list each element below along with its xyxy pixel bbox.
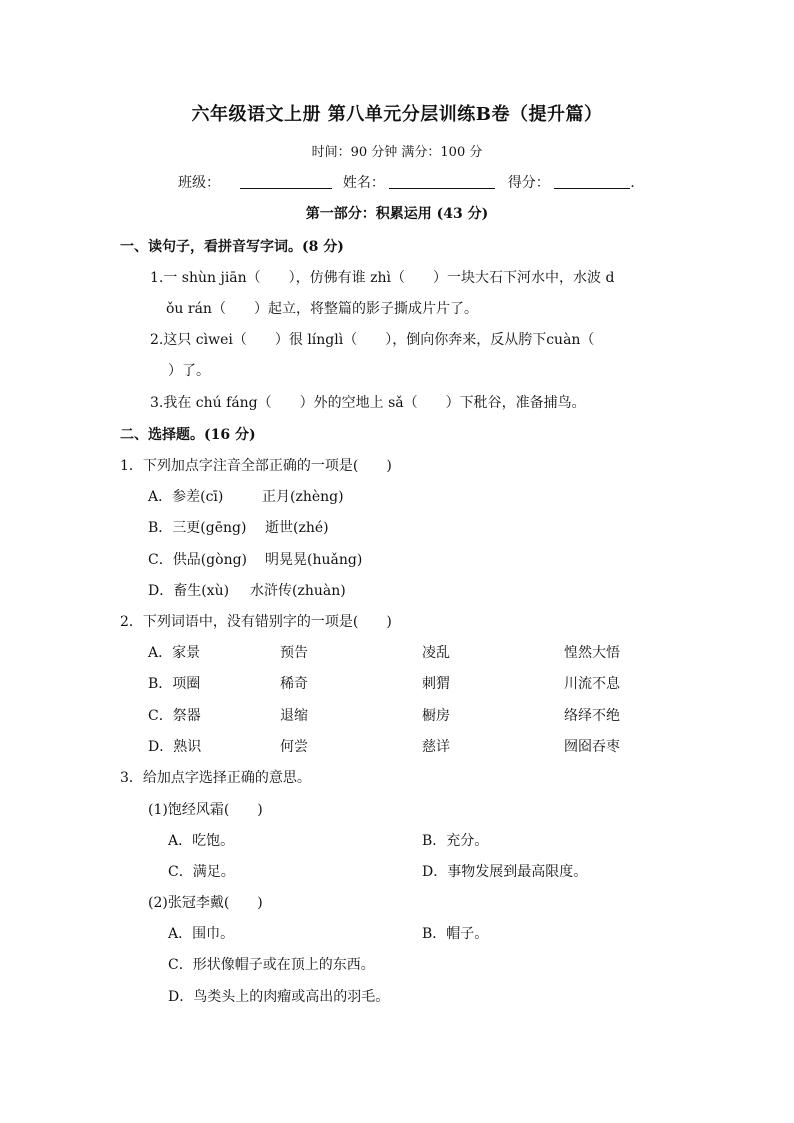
q2-a-1: A．家景 (148, 645, 201, 661)
q2-c-4: 络绎不绝 (564, 708, 620, 724)
q3-stem: 3．给加点字选择正确的意思。 (120, 770, 311, 786)
q2-a-2: 预告 (280, 645, 308, 661)
name-label: 姓名： (342, 175, 385, 191)
q1-option-a-right: 正月(zhèng) (262, 489, 344, 505)
q1-option-b-left: B．三更(gēng) (148, 520, 247, 536)
section-two-heading: 二、选择题。(16 分) (120, 427, 256, 443)
q1-option-a-left: A．参差(cī) (148, 489, 224, 505)
q3-sub2-option-b: B．帽子。 (422, 926, 489, 942)
s1-line-5: 3.我在 chú fáng（ ）外的空地上 sǎ（ ）下秕谷，准备捕鸟。 (150, 395, 586, 411)
q2-b-2: 稀奇 (280, 676, 308, 692)
q3-sub1-stem: (1)饱经风霜( ) (148, 802, 263, 818)
q2-c-2: 退缩 (280, 708, 308, 724)
q1-option-c-left: C．供品(gòng) (148, 552, 248, 568)
class-blank[interactable] (240, 176, 332, 189)
q3-sub2-option-d: D．鸟类头上的肉瘤或高出的羽毛。 (168, 989, 390, 1005)
section-one-heading: 一、读句子，看拼音写字词。(8 分) (120, 239, 344, 255)
q2-b-1: B．项圈 (148, 676, 201, 692)
q3-sub1-option-c: C．满足。 (168, 864, 235, 880)
name-blank[interactable] (389, 176, 495, 189)
q2-b-3: 刺猬 (422, 676, 450, 692)
s1-line-1: 1.一 shùn jiān（ ），仿佛有谁 zhì（ ）一块大石下河水中，水波 d (150, 270, 615, 286)
q2-b-4: 川流不息 (564, 676, 620, 692)
s1-line-2: ǒu rán（ ）起立，将整篇的影子撕成片片了。 (166, 301, 478, 317)
q2-d-3: 慈详 (422, 739, 450, 755)
s1-line-3: 2.这只 cìwei（ ）很 línglì（ ），倒向你奔来，反从胯下cuàn（ (150, 332, 595, 348)
q3-sub2-option-a: A．围巾。 (168, 926, 235, 942)
q1-option-d-left: D．畜生(xù) (148, 583, 230, 599)
q1-option-c-right: 明晃晃(huǎng) (265, 552, 363, 568)
s1-line-4: ）了。 (168, 363, 210, 379)
score-blank[interactable] (554, 176, 630, 189)
class-label: 班级： (178, 175, 220, 191)
end-dot: . (630, 175, 635, 191)
student-info-line (178, 176, 635, 190)
q3-sub2-option-c: C．形状像帽子或在顶上的东西。 (168, 957, 375, 973)
q3-sub1-option-d: D．事物发展到最高限度。 (422, 864, 588, 880)
q2-stem: 2．下列词语中，没有错别字的一项是( ) (120, 614, 392, 630)
part-one-heading: 第一部分：积累运用 (43 分) (305, 206, 489, 222)
q3-sub1-option-a: A．吃饱。 (168, 833, 235, 849)
page-title: 六年级语文上册 第八单元分层训练B卷（提升篇） (191, 104, 603, 125)
q3-sub2-stem: (2)张冠李戴( ) (148, 895, 263, 911)
q2-a-3: 凌乱 (422, 645, 450, 661)
q1-option-b-right: 逝世(zhé) (265, 520, 329, 536)
q2-d-4: 囫囵吞枣 (564, 739, 620, 755)
q2-d-2: 何尝 (280, 739, 308, 755)
q2-c-1: C．祭器 (148, 708, 201, 724)
time-score-info: 时间：90 分钟 满分：100 分 (311, 145, 483, 160)
q3-sub1-option-b: B．充分。 (422, 833, 489, 849)
q2-a-4: 惶然大悟 (564, 645, 620, 661)
q1-option-d-right: 水浒传(zhuàn) (250, 583, 346, 599)
q2-d-1: D．熟识 (148, 739, 202, 755)
score-label: 得分： (507, 175, 550, 191)
q2-c-3: 橱房 (422, 708, 450, 724)
q1-stem: 1．下列加点字注音全部正确的一项是( ) (120, 458, 392, 474)
